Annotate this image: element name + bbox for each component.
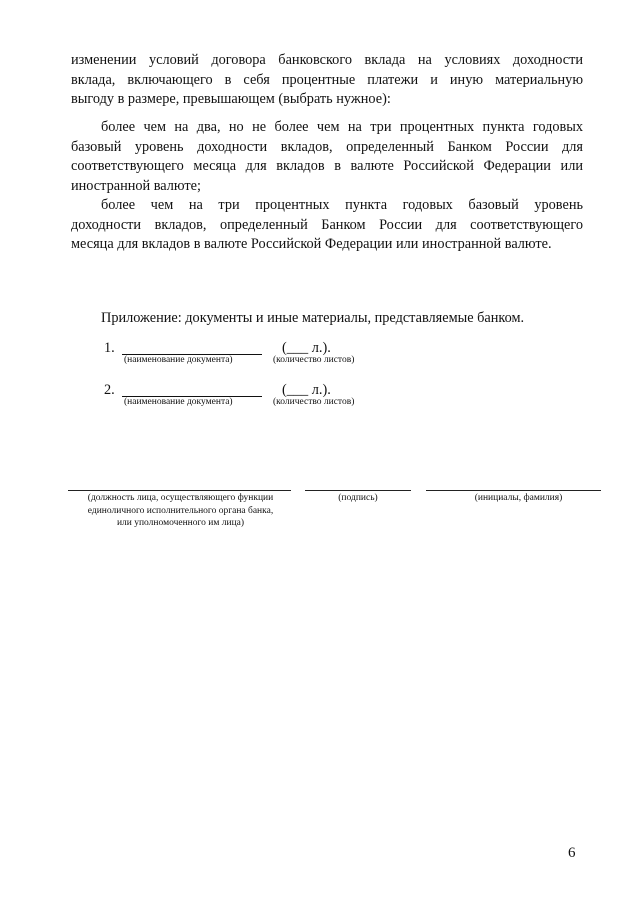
item-number: 1. [104,340,115,356]
text-line: соответствующего месяца для вкладов в валюте Российской Федерации или [71,158,583,175]
paragraph-option-1 [71,118,583,196]
paragraph-1 [71,51,583,110]
position-caption [58,492,303,530]
sheet-count-caption: (количество листов) [273,397,355,407]
paragraph-option-2 [71,196,583,255]
caption-line: или уполномоченного им лица) [116,518,245,528]
item-number: 2. [104,382,115,398]
signature-caption: (подпись) [338,493,378,503]
position-signature-line [68,490,291,491]
text-line: базовый уровень доходности вкладов, определенный Банком России для [71,138,583,155]
sheet-count: (___ л.). [282,340,331,356]
text-line: вклада, включающего в себя процентные платежи и иную материальную [71,71,583,88]
text-line: иностранной валюте; [71,177,201,194]
text-line: выгоду в размере, превышающем (выбрать нужное): [71,91,391,108]
name-signature-line [426,490,601,491]
text-line: более чем на три процентных пункта годовых базовый уровень [101,197,583,213]
caption-line: единоличного исполнительного органа банка, [87,505,274,516]
text-line: более чем на два, но не более чем на три процентных пункта годовых [101,119,583,135]
appendix-title: Приложение: документы и иные материалы, представляемые банком. [101,310,525,326]
name-caption: (инициалы, фамилия) [474,493,563,503]
sheet-count-caption: (количество листов) [273,355,355,365]
signature-line [305,490,411,491]
text-line: изменении условий договора банковского вклада на условиях доходности [71,52,583,68]
document-name-caption: (наименование документа) [124,397,233,407]
caption-line: (должность лица, осуществляющего функции [87,493,274,503]
text-line: доходности вкладов, определенный Банком России для соответствующего [71,216,583,233]
page-number: 6 [568,845,576,861]
document-name-caption: (наименование документа) [124,355,233,365]
text-line: месяца для вкладов в валюте Российской Федерации или иностранной валюте. [71,236,552,253]
sheet-count: (___ л.). [282,382,331,398]
